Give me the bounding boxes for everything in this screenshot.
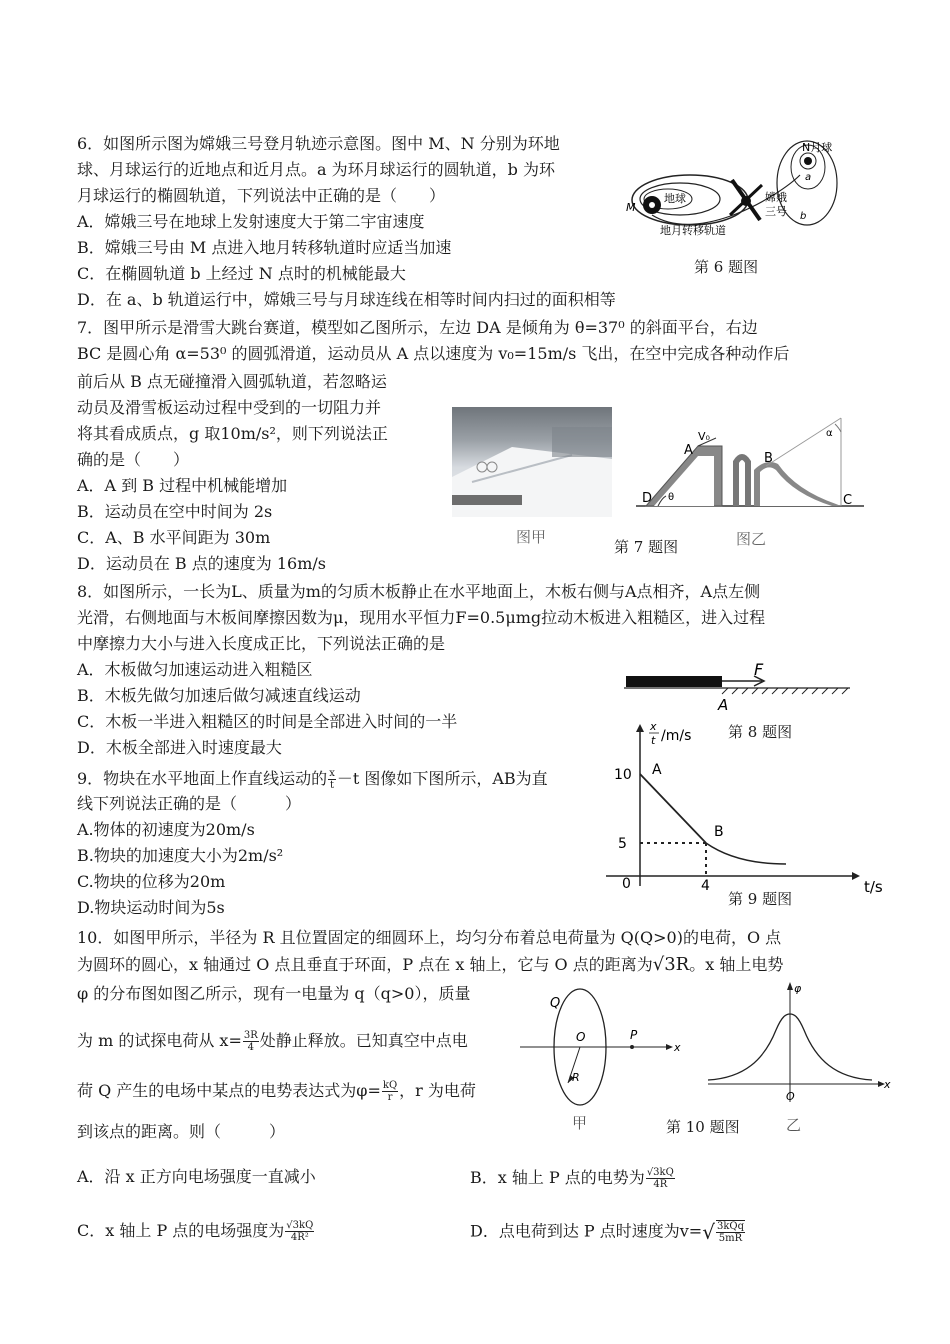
q10-fig-b-label: 乙 xyxy=(786,1116,802,1134)
q9-tick-4: 4 xyxy=(701,878,710,894)
q6-option-c: C．在椭圆轨道 b 上经过 N 点时的机械能最大 xyxy=(77,264,406,283)
q7-option-a: A．A 到 B 过程中机械能增加 xyxy=(77,476,288,495)
q9-point-b: B xyxy=(714,824,724,840)
q6-line: 6．如图所示图为嫦娥三号登月轨迹示意图。图中 M、N 分别为环地 xyxy=(77,134,560,153)
q9-caption: 第 9 题图 xyxy=(728,890,793,908)
q10-optB-den: 4R xyxy=(653,1179,668,1190)
q8-line: 中摩擦力大小与进入长度成正比，下列说法正确的是 xyxy=(77,634,446,653)
q9-line1-post: －t 图像如下图所示，AB为直 xyxy=(336,769,548,788)
q10-label-p: P xyxy=(630,1028,638,1042)
q10-line2-post: 。x 轴上电势 xyxy=(689,955,784,974)
q6-label-earth: 地球 xyxy=(664,192,686,205)
q7-label-theta: θ xyxy=(668,492,675,503)
q7-option-d: D．运动员在 B 点的速度为 16m/s xyxy=(77,554,326,573)
q6-line: 月球运行的椭圆轨道，下列说法中正确的是（ ） xyxy=(77,186,446,205)
q9-x-label: t/s xyxy=(864,878,883,896)
q10-option-a: A．沿 x 正方向电场强度一直减小 xyxy=(77,1167,316,1186)
q10-line4-num: 3R xyxy=(243,1030,258,1041)
q9-frac-num: x xyxy=(329,768,335,779)
q10-option-d xyxy=(470,1220,746,1244)
q10-line5-fraction xyxy=(382,1080,398,1103)
q9-line: 线下列说法正确的是（ ） xyxy=(77,794,302,813)
q8-option-b: B．木板先做匀加速后做匀减速直线运动 xyxy=(77,686,361,705)
q10-line5-num: kQ xyxy=(382,1080,398,1091)
q8-label-a: A xyxy=(718,696,729,714)
q10-optD-den: 5mR xyxy=(718,1233,743,1244)
q9-line1-pre: 9．物块在水平地面上作直线运动的 xyxy=(77,769,328,788)
q8-option-c: C．木板一半进入粗糙区的时间是全部进入时间的一半 xyxy=(77,712,458,731)
q10-line-4 xyxy=(77,1030,468,1053)
q10-optC-num: √3kQ xyxy=(286,1220,314,1231)
q10-label-o2: O xyxy=(786,1090,795,1103)
q8-label-f: F xyxy=(754,660,764,679)
q7-caption: 第 7 题图 xyxy=(614,538,679,556)
q9-fraction xyxy=(328,768,336,791)
q10-line-1: 10．如图甲所示，半径为 R 且位置固定的细圆环上，均匀分布着总电荷量为 Q(Q>0)的电荷，O 点 xyxy=(77,928,782,947)
q10-optD-pre: D．点电荷到达 P 点时速度为v= xyxy=(470,1221,703,1241)
q9-y-unit: /m/s xyxy=(661,728,692,744)
q10-ring-diagram xyxy=(520,985,690,1125)
q7-line: 动员及滑雪板运动过程中受到的一切阻力并 xyxy=(77,398,382,417)
q10-label-q: Q xyxy=(550,996,561,1011)
q10-label-x2: x xyxy=(884,1078,891,1091)
q9-option-b: B.物块的加速度大小为2m/s² xyxy=(77,846,284,865)
q8-caption: 第 8 题图 xyxy=(728,723,793,741)
q6-label-b: b xyxy=(800,211,807,222)
q7-model-diagram xyxy=(636,410,866,520)
q10-line4-post: 处静止释放。已知真空中点电 xyxy=(259,1031,468,1050)
q10-optC-fraction xyxy=(285,1220,314,1243)
q10-optB-num: √3kQ xyxy=(646,1167,674,1178)
q9-tick-10: 10 xyxy=(614,767,632,783)
q6-orbit-diagram xyxy=(620,135,840,240)
q10-label-phi: φ xyxy=(794,982,802,995)
q10-label-x: x xyxy=(674,1041,681,1054)
q9-option-d: D.物块运动时间为5s xyxy=(77,898,225,917)
q8-option-a: A．木板做匀加速运动进入粗糙区 xyxy=(77,660,313,679)
q10-optD-fraction xyxy=(716,1220,745,1244)
q8-option-d: D．木板全部进入时速度最大 xyxy=(77,738,282,757)
q7-line: 前后从 B 点无碰撞滑入圆弧轨道，若忽略运 xyxy=(77,372,387,391)
q9-frac-den: t xyxy=(329,780,335,791)
q6-caption: 第 6 题图 xyxy=(694,258,759,276)
q10-line4-fraction xyxy=(243,1030,259,1053)
q7-line: 7．图甲所示是滑雪大跳台赛道，模型如乙图所示，左边 DA 是倾角为 θ=37⁰ 的斜面平台，右边 xyxy=(77,318,758,337)
q10-optC-den: 4R² xyxy=(290,1232,309,1243)
q10-line2-root: √3R xyxy=(652,954,690,975)
q7-option-b: B．运动员在空中时间为 2s xyxy=(77,502,273,521)
q7-label-b: B xyxy=(764,451,773,466)
q7-label-c: C xyxy=(843,493,853,508)
q8-line: 光滑，右侧地面与木板间摩擦因数为μ，现用水平恒力F=0.5μmg拉动木板进入粗糙区，进入过程 xyxy=(77,608,766,627)
q7-label-d: D xyxy=(642,491,653,506)
q7-label-a: A xyxy=(684,443,693,458)
q6-label-probe-2: 三号 xyxy=(765,205,787,218)
q9-line-1 xyxy=(77,768,548,791)
q10-line4-den: 4 xyxy=(247,1042,255,1053)
q6-label-moon: N月球 xyxy=(802,141,833,154)
q7-label-alpha: α xyxy=(826,428,833,439)
q6-label-transfer: 地月转移轨道 xyxy=(660,224,726,237)
q7-line: 将其看成质点，g 取10m/s²，则下列说法正 xyxy=(77,424,388,443)
q9-option-a: A.物体的初速度为20m/s xyxy=(77,820,255,839)
q8-board-diagram xyxy=(624,662,854,712)
q9-graph xyxy=(606,716,896,896)
q6-line: 球、月球运行的近地点和近月点。a 为环月球运行的圆轨道，b 为环 xyxy=(77,160,555,179)
q10-line5-den: r xyxy=(387,1092,393,1103)
q8-line: 8．如图所示，一长为L、质量为m的匀质木板静止在水平地面上，木板右侧与A点相齐，A点左侧 xyxy=(77,582,761,601)
q7-fig-a-label: 图甲 xyxy=(516,528,547,546)
q7-label-v0: V₀ xyxy=(698,430,710,443)
q9-point-a: A xyxy=(652,762,662,778)
q10-option-b xyxy=(470,1167,676,1190)
q10-optC-pre: C．x 轴上 P 点的电场强度为 xyxy=(77,1221,285,1240)
q10-optB-fraction xyxy=(646,1167,675,1190)
q10-line-6: 到该点的距离。则（ ） xyxy=(77,1122,286,1141)
q10-line5-pre: 荷 Q 产生的电场中某点的电势表达式为φ= xyxy=(77,1081,381,1100)
q7-line: BC 是圆心角 α=53⁰ 的圆弧滑道，运动员从 A 点以速度为 v₀=15m/s 飞出，在空中完成各种动作后 xyxy=(77,344,790,363)
q9-ylabel-den: t xyxy=(651,734,656,747)
q10-optB-pre: B．x 轴上 P 点的电势为 xyxy=(470,1168,645,1187)
q6-option-b: B．嫦娥三号由 M 点进入地月转移轨道时应适当加速 xyxy=(77,238,452,257)
q10-label-o: O xyxy=(576,1030,586,1044)
q10-line-3: φ 的分布图如图乙所示，现有一电量为 q（q>0），质量 xyxy=(77,984,471,1003)
q9-tick-0: 0 xyxy=(622,876,631,892)
q7-option-c: C．A、B 水平间距为 30m xyxy=(77,528,271,547)
q10-optD-num: 3kQq xyxy=(716,1221,744,1232)
q10-line-2 xyxy=(77,955,783,975)
q10-label-r: R xyxy=(572,1071,580,1084)
q10-line4-pre: 为 m 的试探电荷从 x= xyxy=(77,1031,242,1050)
q10-potential-graph xyxy=(704,980,894,1120)
q10-line5-post: ，r 为电荷 xyxy=(399,1081,476,1100)
q7-fig-b-label: 图乙 xyxy=(736,530,767,548)
q10-option-c xyxy=(77,1220,315,1243)
q6-option-a: A．嫦娥三号在地球上发射速度大于第二宇宙速度 xyxy=(77,212,425,231)
q9-option-c: C.物块的位移为20m xyxy=(77,872,226,891)
sqrt-icon: √ xyxy=(702,1220,715,1244)
q6-label-a: a xyxy=(805,172,812,183)
q10-fig-a-label: 甲 xyxy=(572,1114,588,1132)
q10-line-5 xyxy=(77,1080,476,1103)
q10-line2-pre: 为圆环的圆心，x 轴通过 O 点且垂直于环面，P 点在 x 轴上，它与 O 点的距离为 xyxy=(77,955,653,974)
q6-label-probe-1: 嫦娥 xyxy=(765,191,787,204)
q6-option-d: D．在 a、b 轨道运行中，嫦娥三号与月球连线在相等时间内扫过的面积相等 xyxy=(77,290,616,309)
q9-tick-5: 5 xyxy=(618,836,627,852)
q9-ylabel-num: x xyxy=(650,720,657,733)
q7-line: 确的是（ ） xyxy=(77,450,190,469)
q10-caption: 第 10 题图 xyxy=(666,1118,740,1136)
ski-jump-photo xyxy=(452,407,612,517)
q6-label-m: M xyxy=(626,201,636,214)
